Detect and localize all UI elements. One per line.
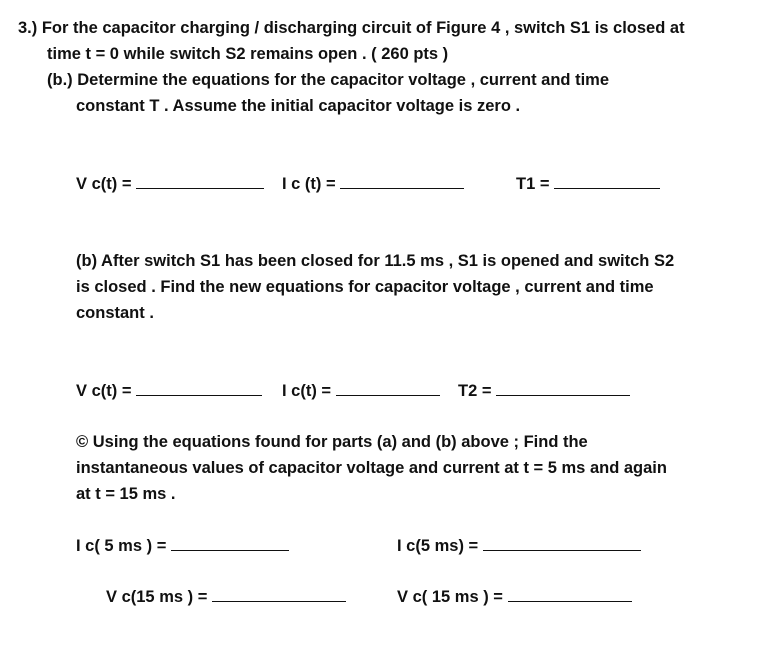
ic-blank-a[interactable] [340, 176, 464, 189]
vc-15ms-blank-2[interactable] [508, 589, 632, 602]
vc-blank-b[interactable] [136, 383, 262, 396]
t2-label: T2 = [458, 382, 492, 400]
t1-field [516, 174, 660, 194]
ic-label-b: I c(t) = [282, 382, 332, 400]
part-c-line-1: © Using the equations found for parts (a) and (b) above ; Find the [76, 433, 588, 451]
part-b-line-1: (b) After switch S1 has been closed for 11.5 ms , S1 is opened and switch S2 [76, 252, 675, 270]
vc-field-a [76, 174, 264, 194]
vc-label-a: V c(t) = [76, 175, 132, 193]
part-b-line-3: constant . [76, 304, 154, 322]
question-line-1: 3.) For the capacitor charging / discharging circuit of Figure 4 , switch S1 is closed at [18, 19, 685, 37]
part-c-line-3: at t = 15 ms . [76, 485, 176, 503]
vc-15ms-label: V c(15 ms ) = [106, 588, 208, 606]
vc-label-b: V c(t) = [76, 382, 132, 400]
ic-field-b [282, 381, 440, 401]
t1-label: T1 = [516, 175, 550, 193]
vc-15ms-label-2: V c( 15 ms ) = [397, 588, 503, 606]
vc-blank-a[interactable] [136, 176, 264, 189]
part-b-line-2: is closed . Find the new equations for capacitor voltage , current and time [76, 278, 654, 296]
t2-blank[interactable] [496, 383, 630, 396]
t1-blank[interactable] [554, 176, 660, 189]
question-line-2: time t = 0 while switch S2 remains open . ( 260 pts ) [47, 45, 449, 63]
ic-5ms-label: I c( 5 ms ) = [76, 537, 167, 555]
vc-15ms-field [106, 587, 346, 607]
question-line-3: (b.) Determine the equations for the capacitor voltage , current and time [47, 71, 610, 89]
ic-label-a: I c (t) = [282, 175, 336, 193]
vc-field-b [76, 381, 262, 401]
ic-field-a [282, 174, 464, 194]
vc-15ms-blank[interactable] [212, 589, 346, 602]
t2-field [458, 381, 630, 401]
ic-5ms-blank-2[interactable] [483, 538, 641, 551]
ic-5ms-field-2 [397, 536, 641, 556]
ic-5ms-label-2: I c(5 ms) = [397, 537, 479, 555]
ic-5ms-field [76, 536, 289, 556]
part-c-line-2: instantaneous values of capacitor voltage and current at t = 5 ms and again [76, 459, 667, 477]
ic-5ms-blank[interactable] [171, 538, 289, 551]
question-line-4: constant T . Assume the initial capacitor voltage is zero . [76, 97, 521, 115]
vc-15ms-field-2 [397, 587, 632, 607]
ic-blank-b[interactable] [336, 383, 440, 396]
